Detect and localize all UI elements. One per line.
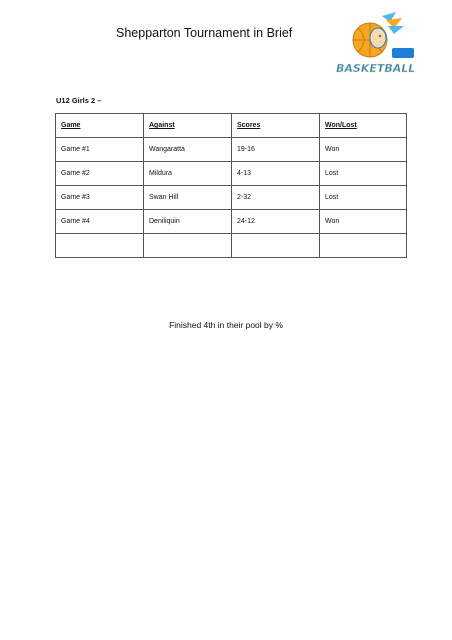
cell-result — [320, 234, 407, 258]
cell-game — [56, 234, 144, 258]
column-header-against: Against — [144, 114, 232, 138]
cell-result: Lost — [320, 186, 407, 210]
table-row — [56, 138, 407, 162]
table-header-row — [56, 114, 407, 138]
cell-against: Deniliquin — [144, 210, 232, 234]
column-header-won-lost: Won/Lost — [320, 114, 407, 138]
column-header-scores: Scores — [232, 114, 320, 138]
logo-text: BASKETBALL — [336, 62, 416, 75]
page-title: Shepparton Tournament in Brief — [116, 26, 293, 40]
cell-against: Wangaratta — [144, 138, 232, 162]
cell-score — [232, 234, 320, 258]
cell-score: 19-16 — [232, 138, 320, 162]
cell-against: Mildura — [144, 162, 232, 186]
section-heading: U12 Girls 2 – — [56, 96, 102, 105]
cell-result: Won — [320, 138, 407, 162]
table-row — [56, 210, 407, 234]
basketball-logo — [334, 10, 418, 80]
table-row — [56, 186, 407, 210]
summary-text: Finished 4th in their pool by % — [169, 320, 283, 330]
cell-score: 4-13 — [232, 162, 320, 186]
cell-against: Swan Hill — [144, 186, 232, 210]
cell-game: Game #2 — [56, 162, 144, 186]
cell-game: Game #1 — [56, 138, 144, 162]
cell-result: Won — [320, 210, 407, 234]
cell-game: Game #4 — [56, 210, 144, 234]
cell-score: 2-32 — [232, 186, 320, 210]
results-table — [55, 113, 407, 258]
table-row-empty — [56, 234, 407, 258]
cell-against — [144, 234, 232, 258]
cell-game: Game #3 — [56, 186, 144, 210]
cell-score: 24-12 — [232, 210, 320, 234]
cell-result: Lost — [320, 162, 407, 186]
column-header-game: Game — [56, 114, 144, 138]
table-row — [56, 162, 407, 186]
